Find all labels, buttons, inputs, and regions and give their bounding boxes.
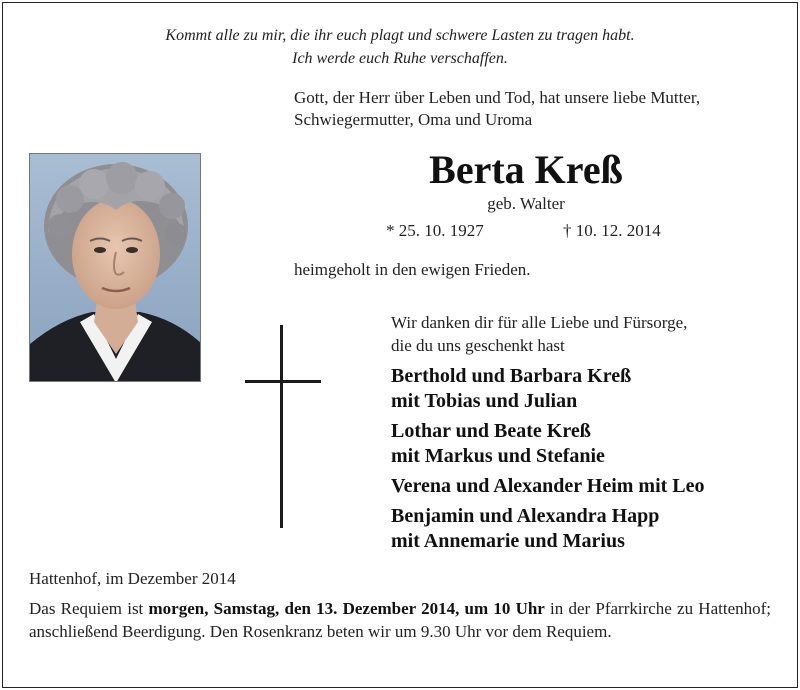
- requiem-date-time: morgen, Samstag, den 13. Dezember 2014, um 10 Uhr: [148, 599, 545, 618]
- birth-date: * 25. 10. 1927: [386, 221, 484, 240]
- thanks-line-2: die du uns geschenkt hast: [391, 336, 565, 355]
- requiem-text-start: Das Requiem ist: [29, 599, 149, 618]
- requiem-notice: [29, 597, 771, 643]
- cross-horizontal-bar: [245, 380, 321, 383]
- deceased-name: Berta Kreß: [429, 147, 623, 192]
- mourner-line: Berthold und Barbara Kreß: [391, 365, 632, 387]
- peace-text: heimgeholt in den ewigen Frieden.: [294, 260, 531, 279]
- mourner-line: mit Annemarie und Marius: [391, 530, 625, 552]
- cross-vertical-bar: [280, 325, 283, 528]
- intro-line-2: Schwiegermutter, Oma und Uroma: [294, 110, 533, 129]
- mourner-line: mit Markus und Stefanie: [391, 445, 605, 467]
- requiem-text-end: in der Pfarrkirche zu Hattenhof; anschließend Beerdigung. Den Rosenkranz beten wir um 9.30 Uhr vor dem Requiem.: [29, 599, 771, 641]
- mourner-line: Verena und Alexander Heim mit Leo: [391, 475, 705, 497]
- mourner-line: Lothar und Beate Kreß: [391, 420, 591, 442]
- maiden-name: geb. Walter: [487, 194, 565, 213]
- place-and-date: Hattenhof, im Dezember 2014: [29, 569, 236, 588]
- mourner-line: Benjamin und Alexandra Happ: [391, 505, 660, 527]
- mourner-line: mit Tobias und Julian: [391, 390, 578, 412]
- bible-verse-line-2: Ich werde euch Ruhe verschaffen.: [292, 50, 508, 67]
- portrait-photo: [29, 153, 201, 382]
- bible-verse-line-1: Kommt alle zu mir, die ihr euch plagt und schwere Lasten zu tragen habt.: [165, 27, 635, 44]
- death-date: † 10. 12. 2014: [563, 221, 661, 240]
- thanks-line-1: Wir danken dir für alle Liebe und Fürsorge,: [391, 313, 688, 332]
- intro-line-1: Gott, der Herr über Leben und Tod, hat unsere liebe Mutter,: [294, 88, 701, 107]
